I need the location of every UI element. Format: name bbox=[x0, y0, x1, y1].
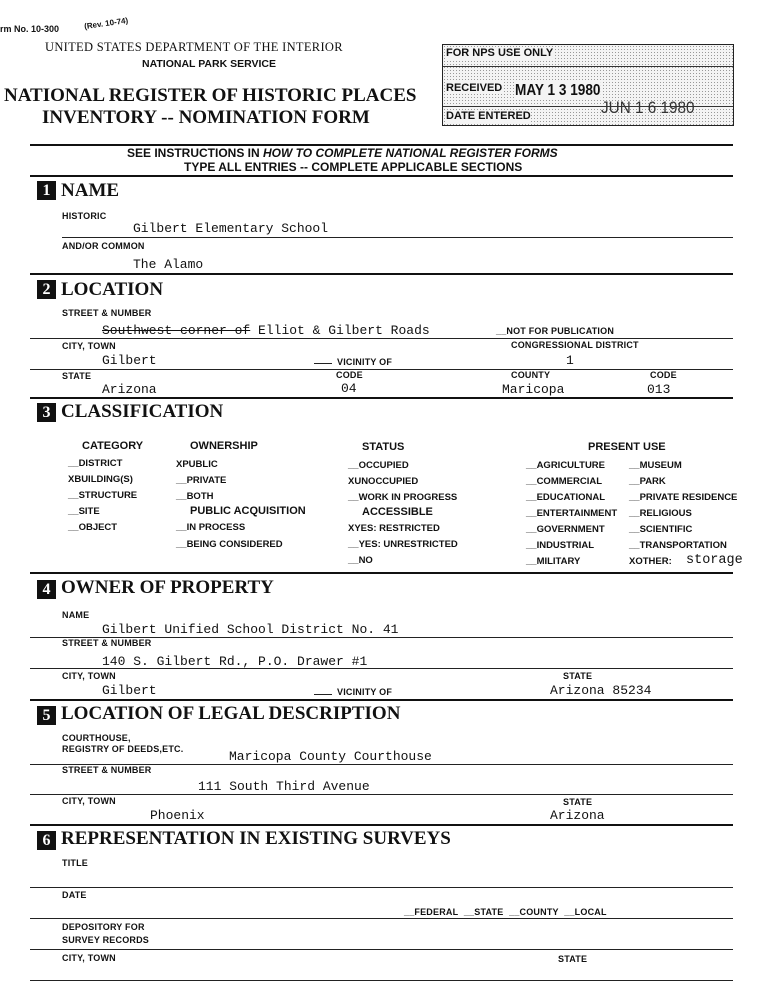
use-scientific-checkbox[interactable]: __SCIENTIFIC bbox=[629, 524, 693, 535]
category-site-checkbox[interactable]: __SITE bbox=[68, 506, 100, 517]
nps-use-label: FOR NPS USE ONLY bbox=[446, 47, 554, 59]
received-stamp: MAY 1 3 1980 bbox=[515, 82, 601, 99]
legal-street-label: STREET & NUMBER bbox=[62, 765, 152, 775]
form-number: rm No. 10-300 bbox=[0, 24, 60, 34]
congressional-district-field[interactable]: 1 bbox=[566, 353, 574, 368]
section-4-title: OWNER OF PROPERTY bbox=[61, 577, 274, 598]
state-field[interactable]: Arizona bbox=[102, 382, 157, 397]
vicinity-of-label: VICINITY OF bbox=[337, 357, 393, 367]
use-government-checkbox[interactable]: __GOVERNMENT bbox=[526, 524, 605, 535]
state-code-field[interactable]: 04 bbox=[341, 381, 357, 396]
acquisition-in-process-checkbox[interactable]: __IN PROCESS bbox=[176, 522, 246, 533]
ownership-both-checkbox[interactable]: __BOTH bbox=[176, 491, 214, 502]
historic-label: HISTORIC bbox=[62, 211, 107, 221]
instructions-line1: SEE INSTRUCTIONS IN HOW TO COMPLETE NATIONAL REGISTER FORMS bbox=[127, 146, 558, 160]
category-structure-checkbox[interactable]: __STRUCTURE bbox=[68, 490, 138, 501]
use-museum-checkbox[interactable]: __MUSEUM bbox=[629, 460, 682, 471]
section-4-number: 4 bbox=[37, 580, 56, 599]
use-agriculture-checkbox[interactable]: __AGRICULTURE bbox=[526, 460, 605, 471]
depository-label-line1: DEPOSITORY FOR bbox=[62, 922, 145, 932]
use-commercial-checkbox[interactable]: __COMMERCIAL bbox=[526, 476, 603, 487]
owner-city-field[interactable]: Gilbert bbox=[102, 683, 157, 698]
form-title-line2: INVENTORY -- NOMINATION FORM bbox=[42, 107, 370, 128]
owner-street-label: STREET & NUMBER bbox=[62, 638, 152, 648]
county-field[interactable]: Maricopa bbox=[502, 382, 565, 397]
section-5-title: LOCATION OF LEGAL DESCRIPTION bbox=[61, 703, 401, 724]
instructions-line2: TYPE ALL ENTRIES -- COMPLETE APPLICABLE SECTIONS bbox=[184, 160, 523, 174]
legal-city-label: CITY, TOWN bbox=[62, 796, 116, 806]
city-field[interactable]: Gilbert bbox=[102, 353, 157, 368]
courthouse-label: COURTHOUSE, bbox=[62, 733, 131, 743]
public-acquisition-heading: PUBLIC ACQUISITION bbox=[190, 505, 306, 517]
county-code-field[interactable]: 013 bbox=[647, 382, 671, 397]
department-name: UNITED STATES DEPARTMENT OF THE INTERIOR bbox=[45, 40, 343, 54]
received-label: RECEIVED bbox=[446, 82, 503, 94]
owner-street-field[interactable]: 140 S. Gilbert Rd., P.O. Drawer #1 bbox=[102, 654, 368, 669]
use-educational-checkbox[interactable]: __EDUCATIONAL bbox=[526, 492, 605, 503]
use-park-checkbox[interactable]: __PARK bbox=[629, 476, 666, 487]
date-entered-label: DATE ENTERED bbox=[446, 110, 531, 122]
accessible-restricted-checkbox[interactable]: XYES: RESTRICTED bbox=[348, 523, 440, 534]
owner-state-label: STATE bbox=[563, 671, 593, 681]
legal-street-field[interactable]: 111 South Third Avenue bbox=[198, 779, 370, 794]
section-1-number: 1 bbox=[37, 181, 56, 200]
status-occupied-checkbox[interactable]: __OCCUPIED bbox=[348, 460, 409, 471]
city-town-label: CITY, TOWN bbox=[62, 341, 116, 351]
ownership-public-checkbox[interactable]: XPUBLIC bbox=[176, 459, 218, 470]
section-6-title: REPRESENTATION IN EXISTING SURVEYS bbox=[61, 828, 451, 849]
street-address-field[interactable]: Southwest corner of Elliot & Gilbert Roads bbox=[102, 323, 430, 338]
survey-level-checkboxes[interactable]: __FEDERAL __STATE __COUNTY __LOCAL bbox=[404, 907, 607, 917]
depository-label-line2: SURVEY RECORDS bbox=[62, 935, 149, 945]
county-code-label: CODE bbox=[650, 370, 677, 380]
present-use-heading: PRESENT USE bbox=[588, 441, 666, 453]
form-title-line1: NATIONAL REGISTER OF HISTORIC PLACES bbox=[4, 85, 417, 106]
use-private-residence-checkbox[interactable]: __PRIVATE RESIDENCE bbox=[629, 492, 738, 503]
legal-city-field[interactable]: Phoenix bbox=[150, 808, 205, 823]
state-code-label: CODE bbox=[336, 370, 363, 380]
not-for-publication-checkbox[interactable]: __NOT FOR PUBLICATION bbox=[496, 326, 615, 336]
date-entered-stamp: JUN 1 6 1980 bbox=[601, 98, 695, 117]
status-unoccupied-checkbox[interactable]: XUNOCCUPIED bbox=[348, 476, 419, 487]
use-industrial-checkbox[interactable]: __INDUSTRIAL bbox=[526, 540, 595, 551]
category-district-checkbox[interactable]: __DISTRICT bbox=[68, 458, 123, 469]
status-heading: STATUS bbox=[362, 441, 405, 453]
survey-state-label: STATE bbox=[558, 954, 588, 964]
use-religious-checkbox[interactable]: __RELIGIOUS bbox=[629, 508, 692, 519]
owner-vicinity-label: VICINITY OF bbox=[337, 687, 393, 697]
section-5-number: 5 bbox=[37, 706, 56, 725]
state-label: STATE bbox=[62, 371, 92, 381]
section-3-title: CLASSIFICATION bbox=[61, 401, 224, 422]
congressional-district-label: CONGRESSIONAL DISTRICT bbox=[511, 340, 639, 350]
use-other-checkbox[interactable]: XOTHER: bbox=[629, 556, 672, 567]
street-number-label: STREET & NUMBER bbox=[62, 308, 152, 318]
owner-name-label: NAME bbox=[62, 610, 90, 620]
section-1-title: NAME bbox=[61, 180, 120, 201]
section-6-number: 6 bbox=[37, 831, 56, 850]
common-label: AND/OR COMMON bbox=[62, 241, 145, 251]
registry-label: REGISTRY OF DEEDS,ETC. bbox=[62, 744, 184, 754]
nps-use-box bbox=[442, 44, 734, 126]
owner-city-label: CITY, TOWN bbox=[62, 671, 116, 681]
use-entertainment-checkbox[interactable]: __ENTERTAINMENT bbox=[526, 508, 618, 519]
common-name-field[interactable]: The Alamo bbox=[133, 257, 204, 272]
section-2-title: LOCATION bbox=[61, 279, 164, 300]
category-building-checkbox[interactable]: XBUILDING(S) bbox=[68, 474, 133, 485]
ownership-heading: OWNERSHIP bbox=[190, 440, 258, 452]
ownership-private-checkbox[interactable]: __PRIVATE bbox=[176, 475, 227, 486]
accessible-no-checkbox[interactable]: __NO bbox=[348, 555, 373, 566]
service-name: NATIONAL PARK SERVICE bbox=[142, 58, 276, 70]
form-revision: (Rev. 10-74) bbox=[83, 15, 129, 32]
use-transportation-checkbox[interactable]: __TRANSPORTATION bbox=[629, 540, 727, 551]
legal-state-field[interactable]: Arizona bbox=[550, 808, 605, 823]
owner-name-field[interactable]: Gilbert Unified School District No. 41 bbox=[102, 622, 399, 637]
section-2-number: 2 bbox=[37, 280, 56, 299]
acquisition-considered-checkbox[interactable]: __BEING CONSIDERED bbox=[176, 539, 283, 550]
section-3-number: 3 bbox=[37, 403, 56, 422]
legal-state-label: STATE bbox=[563, 797, 593, 807]
accessible-unrestricted-checkbox[interactable]: __YES: UNRESTRICTED bbox=[348, 539, 458, 550]
use-other-field[interactable]: storage bbox=[686, 553, 743, 568]
use-military-checkbox[interactable]: __MILITARY bbox=[526, 556, 581, 567]
category-object-checkbox[interactable]: __OBJECT bbox=[68, 522, 118, 533]
status-work-in-progress-checkbox[interactable]: __WORK IN PROGRESS bbox=[348, 492, 458, 503]
survey-title-label: TITLE bbox=[62, 858, 88, 868]
owner-state-field[interactable]: Arizona 85234 bbox=[550, 683, 652, 698]
courthouse-field[interactable]: Maricopa County Courthouse bbox=[229, 749, 432, 764]
survey-date-label: DATE bbox=[62, 890, 87, 900]
historic-name-field[interactable]: Gilbert Elementary School bbox=[133, 221, 329, 236]
survey-city-label: CITY, TOWN bbox=[62, 953, 116, 963]
accessible-heading: ACCESSIBLE bbox=[362, 506, 433, 518]
county-label: COUNTY bbox=[511, 370, 551, 380]
category-heading: CATEGORY bbox=[82, 440, 144, 452]
